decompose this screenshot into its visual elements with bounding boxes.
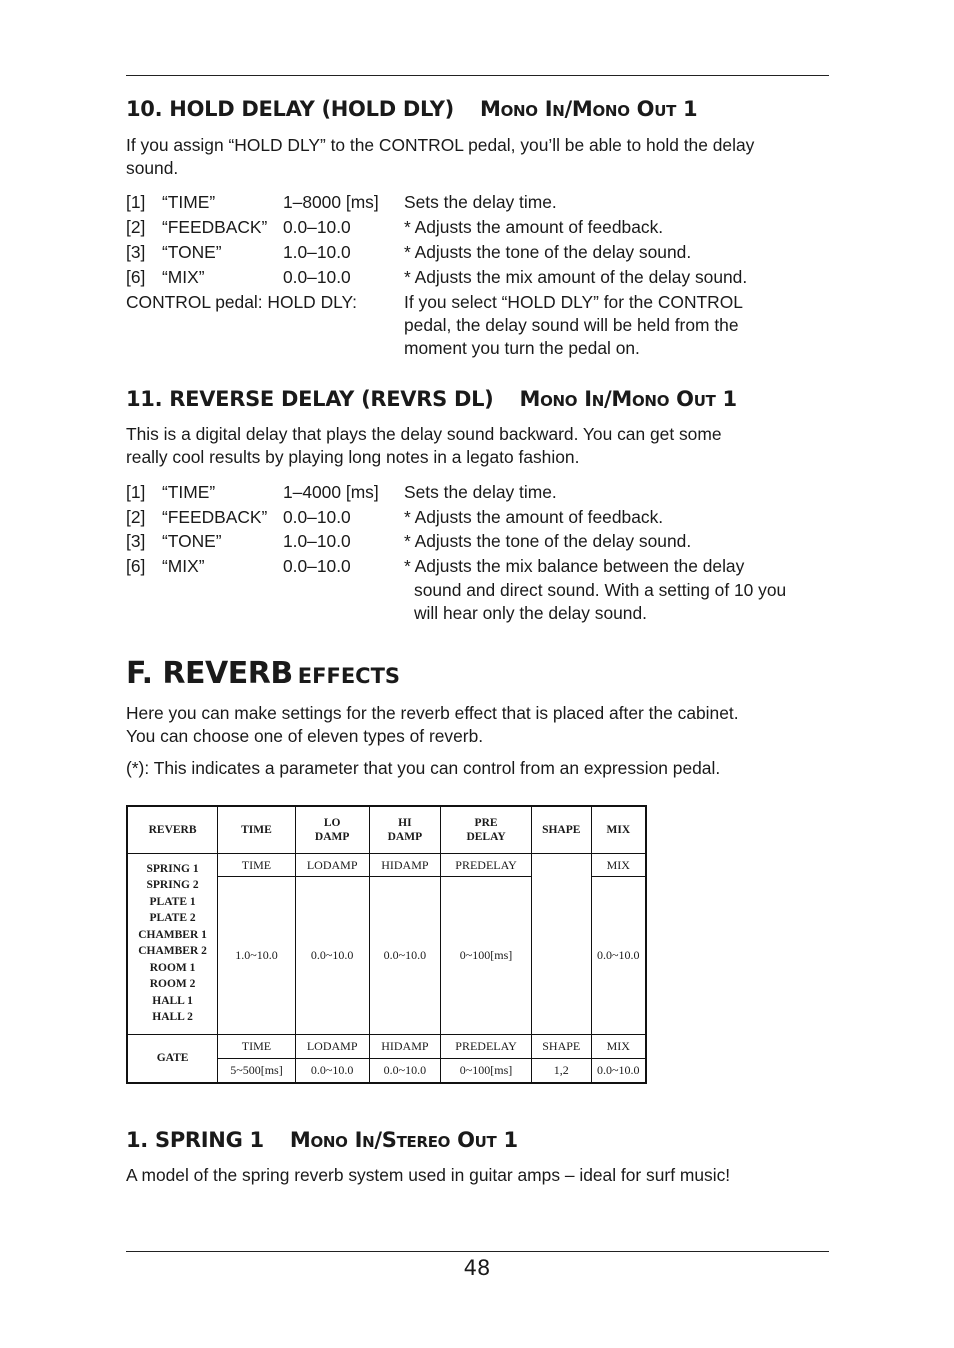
- section-11-heading: [126, 387, 737, 411]
- range-cell: 1,2: [531, 1059, 591, 1083]
- header-time: TIME: [218, 806, 296, 854]
- range-cell: 0.0~10.0: [369, 877, 441, 1035]
- header-reverb: REVERB: [127, 806, 218, 854]
- section-1-heading: [126, 1128, 518, 1152]
- reverb-parameter-table: [126, 805, 647, 1084]
- param-name-cell: HIDAMP: [369, 854, 441, 877]
- empty-shape-cell: [531, 854, 591, 1035]
- header-shape: SHAPE: [531, 806, 591, 854]
- range-cell: 0.0~10.0: [295, 1059, 369, 1083]
- param-name-cell: TIME: [218, 1035, 296, 1059]
- top-rule: [126, 75, 829, 76]
- table-row: [127, 854, 646, 877]
- table-header-row: [127, 806, 646, 854]
- page-number: 48: [463, 1256, 491, 1280]
- range-cell: 0.0~10.0: [295, 877, 369, 1035]
- range-cell: 5~500[ms]: [218, 1059, 296, 1083]
- header-mix: MIX: [591, 806, 646, 854]
- range-cell: 0~100[ms]: [441, 877, 532, 1035]
- expression-pedal-note: (*): This indicates a parameter that you can control from an expression pedal.: [126, 758, 721, 778]
- section-11-mode: Mono In/Mono Out 1: [519, 387, 737, 411]
- header-hi-damp: HI DAMP: [369, 806, 441, 854]
- section-1-title: 1. SPRING 1: [126, 1128, 264, 1152]
- param-name-cell: LODAMP: [295, 1035, 369, 1059]
- bottom-rule: [126, 1251, 829, 1252]
- param-name-cell: TIME: [218, 854, 296, 877]
- param-name-cell: LODAMP: [295, 854, 369, 877]
- header-pre-delay: PRE DELAY: [441, 806, 532, 854]
- param-name-cell: SHAPE: [531, 1035, 591, 1059]
- section-10-mode: Mono In/Mono Out 1: [479, 97, 698, 121]
- section-f-title: F. REVERB: [126, 656, 293, 691]
- param-name-cell: MIX: [591, 1035, 646, 1059]
- range-cell: 0.0~10.0: [591, 877, 646, 1035]
- table-row: [127, 1035, 646, 1059]
- section-10-title: 10. HOLD DELAY (HOLD DLY): [126, 97, 454, 121]
- range-cell: 0.0~10.0: [369, 1059, 441, 1083]
- section-10-intro: If you assign “HOLD DLY” to the CONTROL pedal, you’ll be able to hold the delay sound.: [126, 135, 755, 178]
- reverb-type-gate: GATE: [127, 1035, 218, 1083]
- section-f-subtitle: EFFECTS: [297, 664, 401, 688]
- range-cell: 0~100[ms]: [441, 1059, 532, 1083]
- section-11-title: 11. REVERSE DELAY (REVRS DL): [126, 387, 494, 411]
- range-cell: 1.0~10.0: [218, 877, 296, 1035]
- section-1-mode: Mono In/Stereo Out 1: [289, 1128, 518, 1152]
- param-name-cell: HIDAMP: [369, 1035, 441, 1059]
- section-f-heading: [126, 656, 400, 691]
- range-cell: 0.0~10.0: [591, 1059, 646, 1083]
- reverb-type-list: SPRING 1 SPRING 2 PLATE 1 PLATE 2 CHAMBER 1 CHAMBER 2 ROOM 1 ROOM 2 HALL 1 HALL 2: [127, 854, 218, 1035]
- section-11-intro: This is a digital delay that plays the delay sound backward. You can get some really cool results by playing long notes in a legato fashion.: [126, 424, 722, 467]
- section-10-heading: [126, 97, 697, 121]
- param-name-cell: PREDELAY: [441, 854, 532, 877]
- header-lo-damp: LO DAMP: [295, 806, 369, 854]
- section-1-description: A model of the spring reverb system used in guitar amps – ideal for surf music!: [126, 1165, 731, 1185]
- param-name-cell: PREDELAY: [441, 1035, 532, 1059]
- param-name-cell: MIX: [591, 854, 646, 877]
- section-f-intro: Here you can make settings for the reverb effect that is placed after the cabinet. You can choose one of eleven types of reverb.: [126, 703, 739, 746]
